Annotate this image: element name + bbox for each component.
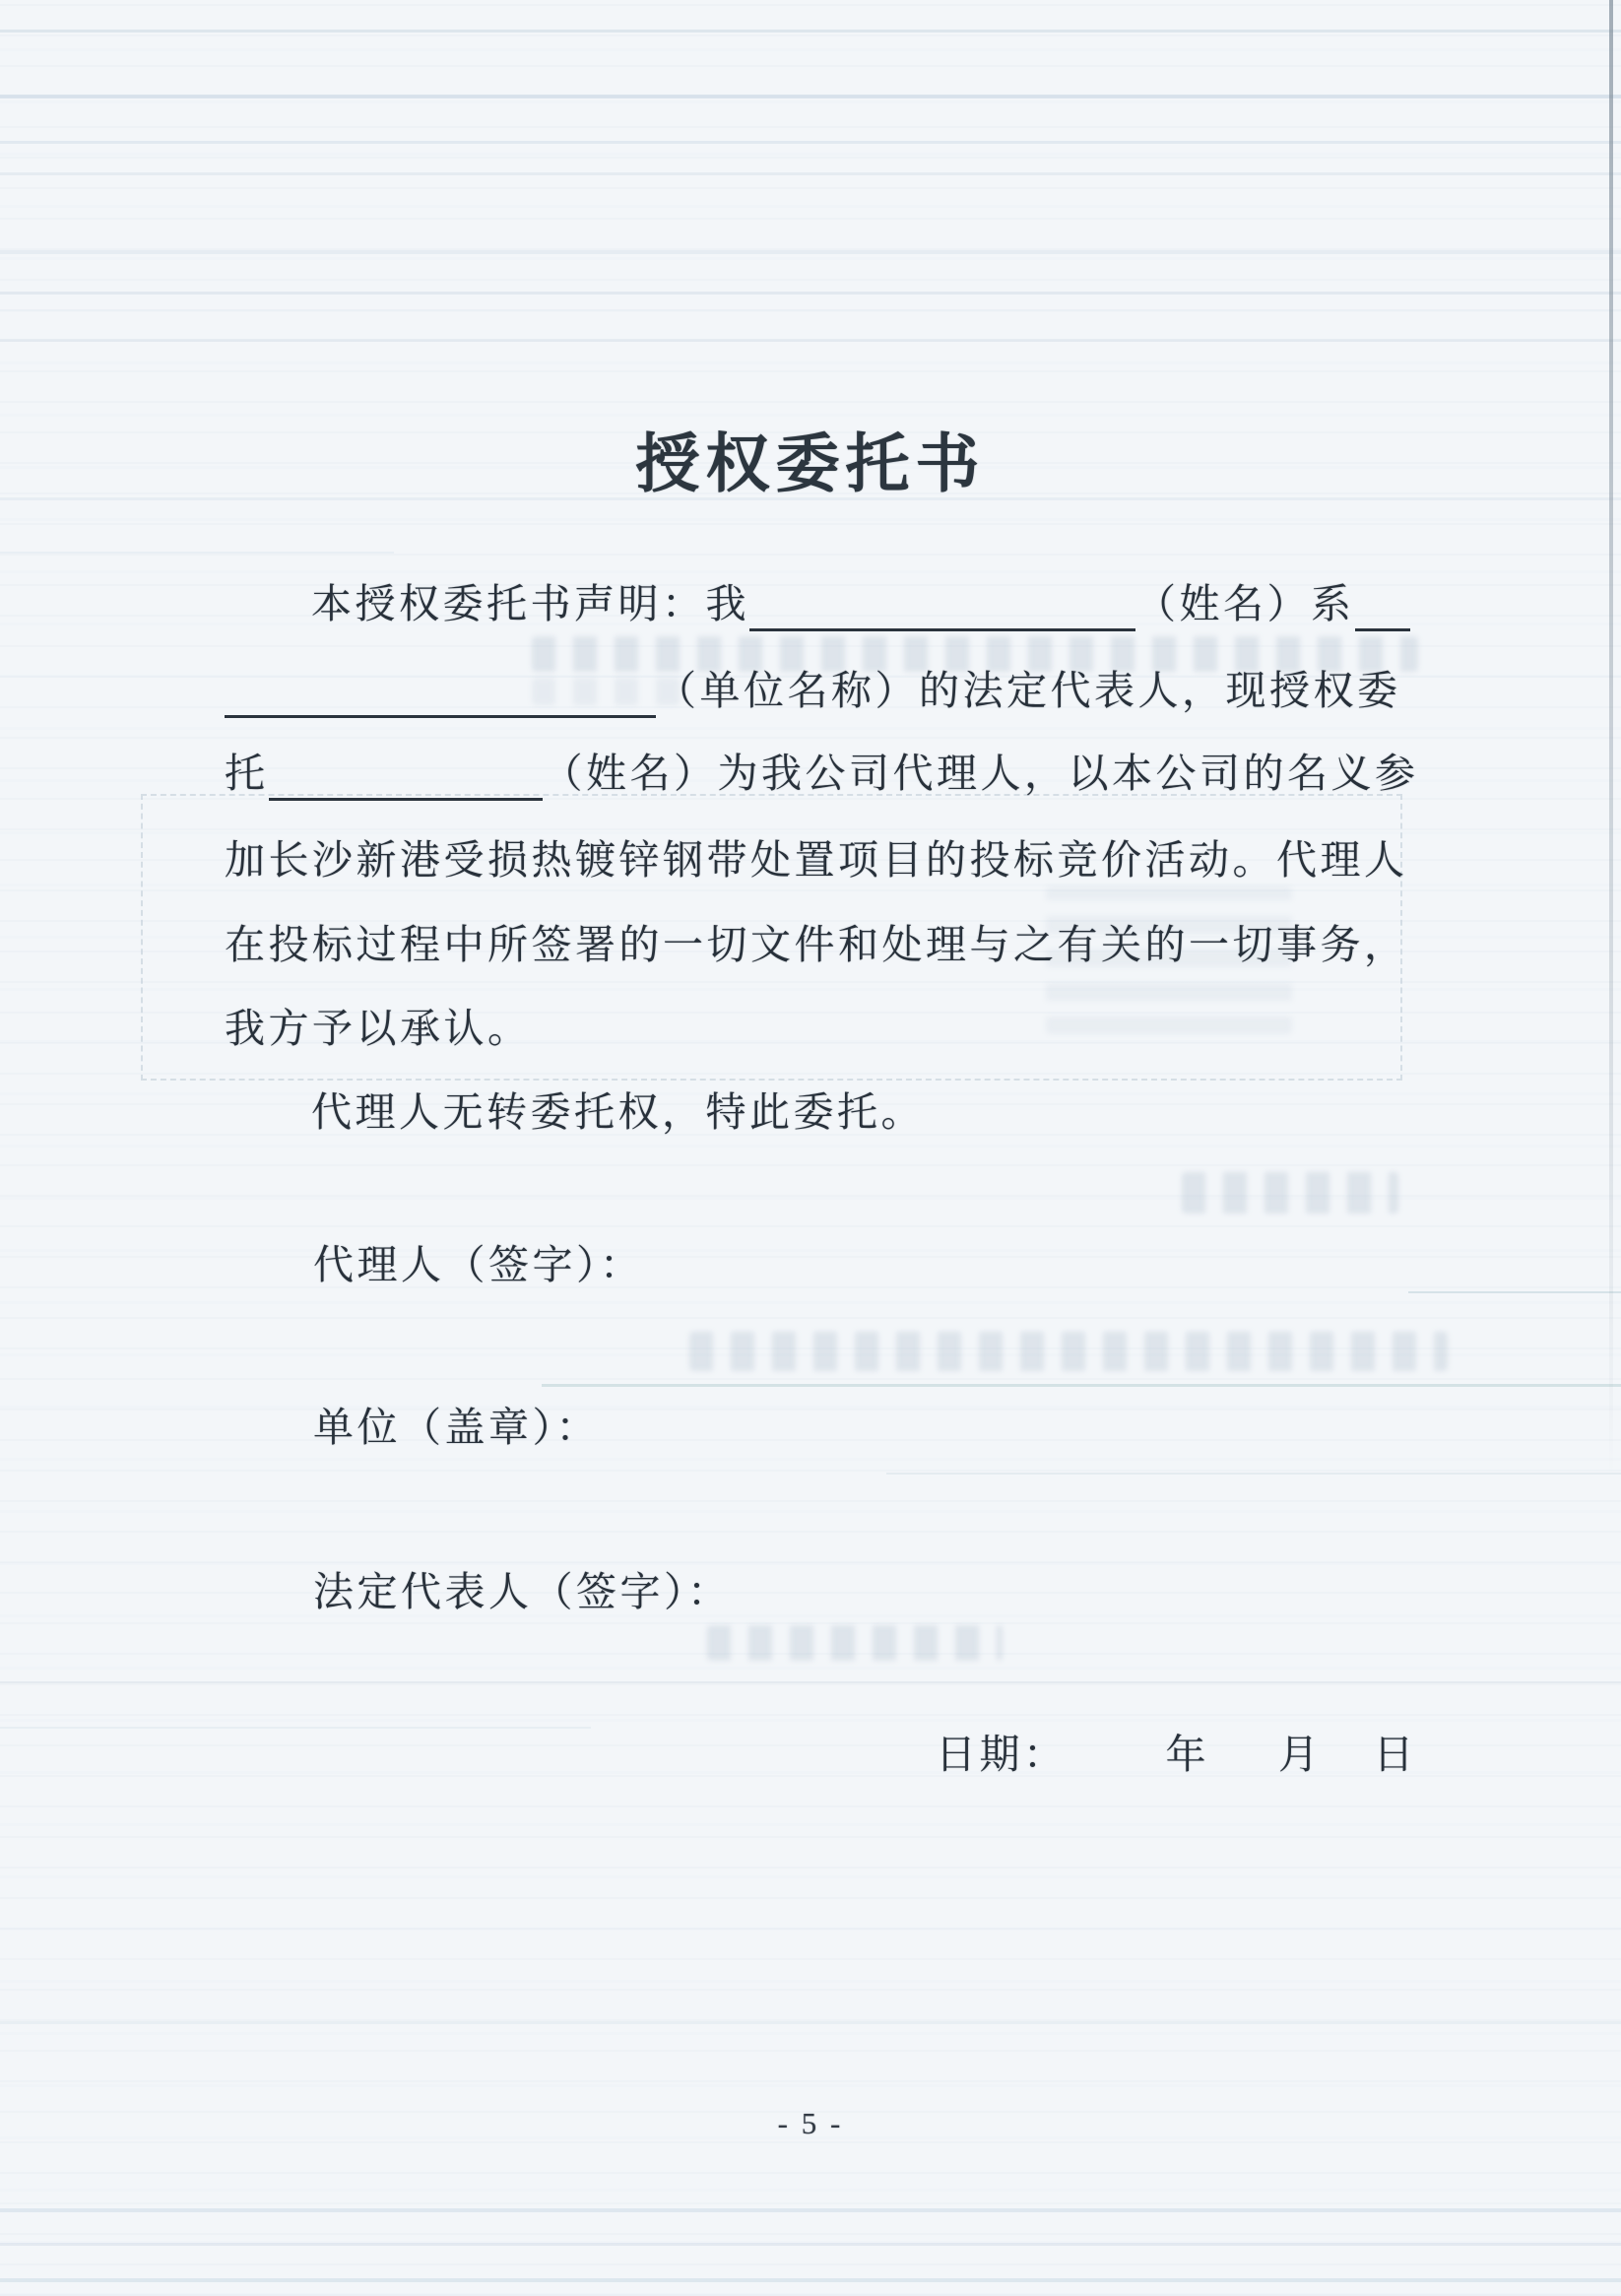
blank-company-name [225,674,656,718]
line3-text: （姓名）为我公司代理人，以本公司的名义参 [542,751,1419,796]
body-line-7: 代理人无转委托权，特此委托。 [311,1089,925,1135]
body-line-3 [225,746,1419,801]
bleedthrough-smudge [1182,1172,1398,1214]
line3-prefix: 托 [225,751,269,796]
body-line-4: 加长沙新港受损热镀锌钢带处置项目的投标竞价活动。代理人 [225,837,1408,883]
scan-streak [0,552,394,554]
scan-edge-line [1609,0,1613,1477]
scan-streak [0,1727,591,1729]
scan-streak [0,339,1621,342]
scan-streak [0,95,1621,98]
scan-streak [0,1681,1621,1683]
date-day-label: 日 [1373,1732,1417,1777]
body-line-2 [225,663,1401,718]
blank-name-2 [269,756,543,801]
scan-streak [0,2243,1621,2246]
line1-mid: （姓名）系 [1135,581,1355,626]
page-number: - 5 - [777,2106,844,2140]
body-line-6: 我方予以承认。 [225,1006,532,1051]
date-label: 日期： [936,1732,1068,1777]
date-month-label: 月 [1278,1732,1323,1777]
body-line-1 [311,576,1410,631]
blank-continuation [1355,587,1410,631]
scan-streak [0,2208,1621,2212]
legal-representative-signature-label: 法定代表人（签字）： [313,1569,732,1614]
line1-prefix: 本授权委托书声明：我 [311,581,749,626]
body-line-5: 在投标过程中所签署的一切文件和处理与之有关的一切事务， [225,922,1408,967]
agent-signature-label: 代理人（签字）： [313,1242,644,1287]
unit-seal-label: 单位（盖章）： [313,1405,600,1450]
blank-name-1 [749,587,1135,631]
scan-streak [0,292,1621,295]
scan-streak [886,1473,1621,1475]
scan-streak [0,2278,1621,2282]
scan-streak [0,141,1621,144]
scan-streak [0,250,1621,254]
bleedthrough-smudge [707,1625,1003,1661]
scan-streak [1408,1291,1621,1293]
line2-text: （单位名称）的法定代表人，现授权委 [656,668,1401,713]
date-year-label: 年 [1165,1732,1209,1777]
date-line [936,1722,1417,1780]
scan-streak [0,30,1621,33]
document-title: 授权委托书 [635,429,986,500]
scan-streak [0,172,1621,175]
scan-streak [0,2021,1621,2024]
scan-streak [542,1384,1621,1387]
bleedthrough-smudge [689,1332,1448,1371]
